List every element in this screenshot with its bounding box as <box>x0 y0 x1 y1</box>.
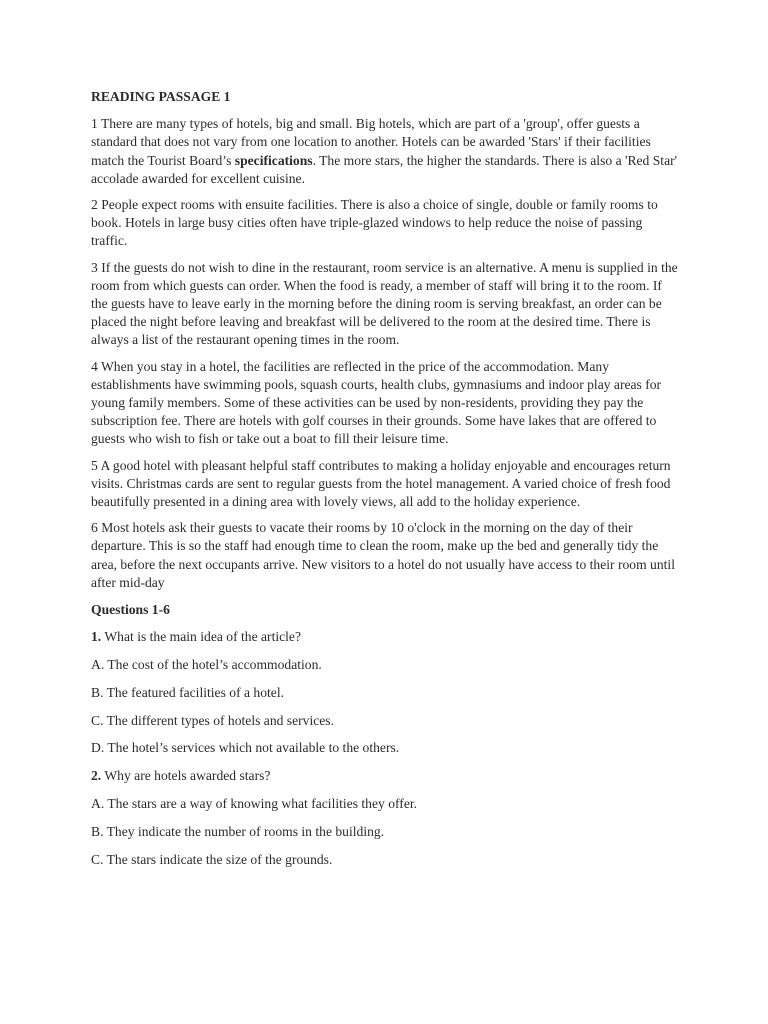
question-2-number: 2. <box>91 768 102 784</box>
question-1-option-d: D. The hotel’s services which not available to the others. <box>91 740 400 756</box>
question-2 <box>91 767 681 785</box>
question-2-text: Why are hotels awarded stars? <box>101 768 271 784</box>
passage-paragraph-1 <box>91 115 681 188</box>
passage-paragraph-4: 4 When you stay in a hotel, the facilities are reflected in the price of the accommodation. Many establishments have swimming pools, squash courts, health clubs, gymnasiums and indoor play areas for young family members. Some of these activities can be used by non-residents, providing they pay the subscription fee. There are hotels with golf courses in their grounds. Some have lakes that are offered to guests who wish to fish or take out a boat to fill their leisure time. <box>91 358 662 447</box>
paragraph-1-text-start: 1 There are many types of hotels, big and small. Big hotels, which are part of a 'group', offer guests a standard that does not vary from one location to another. Hotels can be awarded 'Stars' if their facilities match the Tourist Board’s <box>91 116 651 168</box>
question-1 <box>91 628 681 646</box>
passage-paragraph-6: 6 Most hotels ask their guests to vacate their rooms by 10 o'clock in the morning on the day of their departure. This is so the staff had enough time to clean the room, make up the bed and generally tidy the area, before the next occupants arrive. New visitors to a hotel do not usually have access to their room until after mid-day <box>91 520 675 590</box>
questions-heading: Questions 1-6 <box>91 602 170 618</box>
question-1-option-a: A. The cost of the hotel’s accommodation. <box>91 657 322 673</box>
question-2-option-b: B. They indicate the number of rooms in the building. <box>91 823 385 839</box>
question-2-option-a: A. The stars are a way of knowing what facilities they offer. <box>91 796 418 812</box>
passage-title: READING PASSAGE 1 <box>91 89 231 104</box>
passage-paragraph-5: 5 A good hotel with pleasant helpful staff contributes to making a holiday enjoyable and encourages return visits. Christmas cards are sent to regular guests from the hotel management. A varied choice of fresh food beautifully presented in a dining area with lovely views, all add to the holiday experience. <box>91 457 671 510</box>
passage-paragraph-2: 2 People expect rooms with ensuite facilities. There is also a choice of single, double or family rooms to book. Hotels in large busy cities often have triple-glazed windows to help reduce the noise of passing traffic. <box>91 197 658 249</box>
paragraph-1-text-end: . The more stars, the higher the standards. There is also a 'Red Star' accolade awarded for excellent cuisine. <box>91 152 678 186</box>
paragraph-1-bold-term: specifications <box>234 152 313 168</box>
question-1-option-b: B. The featured facilities of a hotel. <box>91 684 285 700</box>
question-2-option-c: C. The stars indicate the size of the grounds. <box>91 851 333 867</box>
passage-paragraph-3: 3 If the guests do not wish to dine in the restaurant, room service is an alternative. A menu is supplied in the room from which guests can order. When the food is ready, a member of staff will bring it to the room. If the guests have to leave early in the morning before the dining room is serving breakfast, an order can be placed the night before leaving and breakfast will be delivered to the room at the desired time. There is always a list of the restaurant opening times in the room. <box>91 259 678 348</box>
question-1-text: What is the main idea of the article? <box>101 629 302 645</box>
document-content <box>91 88 681 878</box>
question-1-option-c: C. The different types of hotels and services. <box>91 712 334 728</box>
question-1-number: 1. <box>91 629 102 645</box>
